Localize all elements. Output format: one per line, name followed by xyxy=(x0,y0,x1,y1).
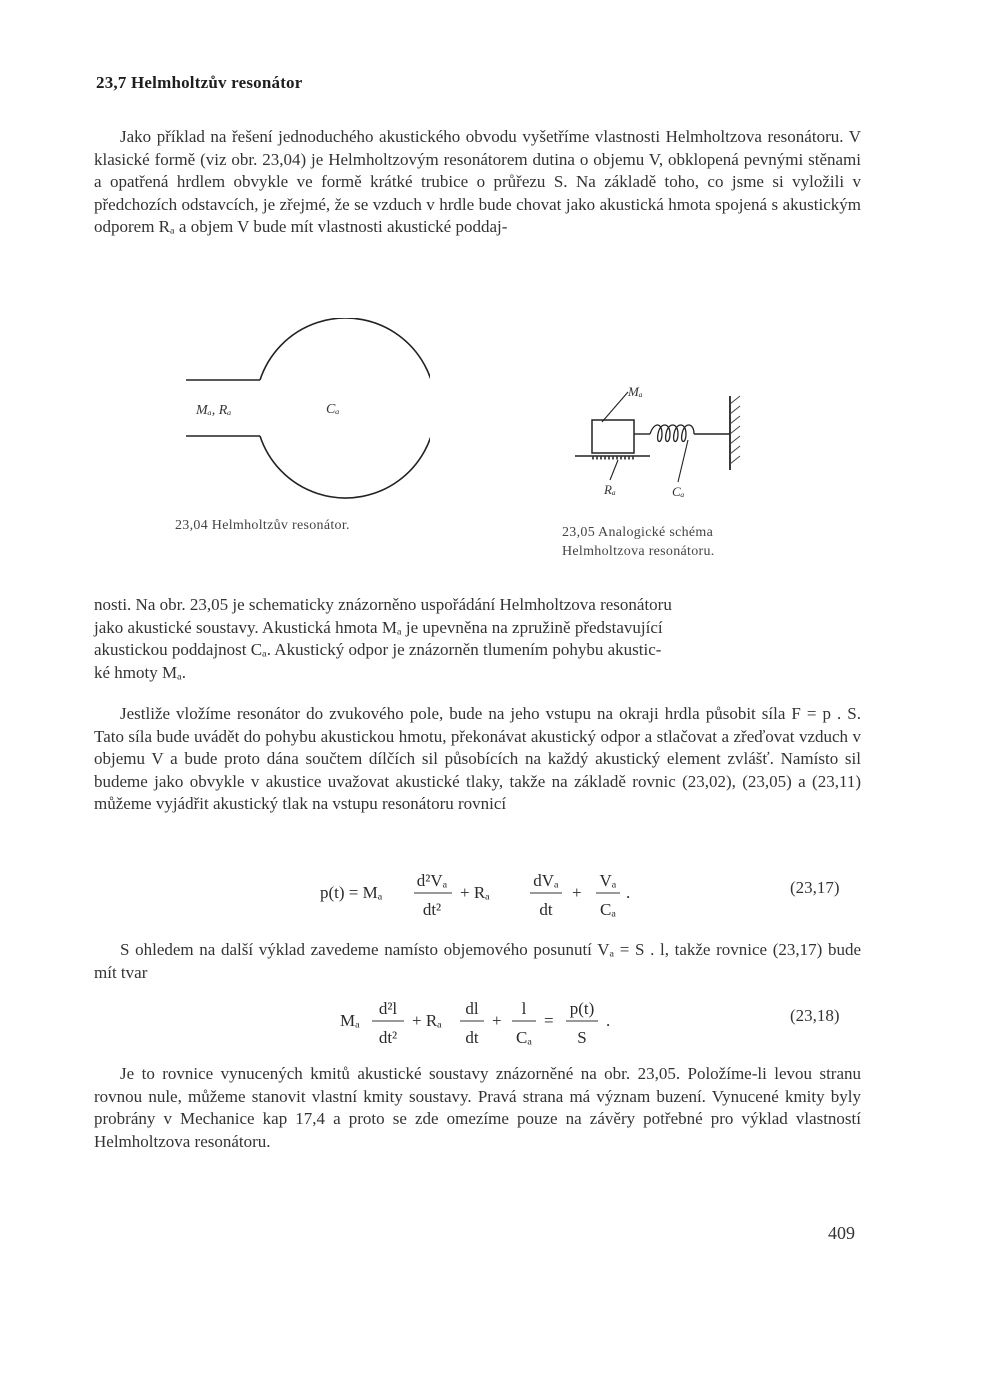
figure-helmholtz-resonator xyxy=(180,318,430,503)
figure2-caption-line2: Helmholtzova resonátoru. xyxy=(562,544,715,559)
paragraph-intro: Jako příklad na řešení jednoduchého akustického obvodu vyšetříme vlastnosti Helmholtzova resonátoru. V klasické formě (viz obr. 23,04) je Helmholtzovým resonátorem dutina o objemu V, obklopená pevnými stěnami a opatřená hrdlem obvykle ve formě krátké trubice o průřezu S. Na základě toho, co jsme si vyložili v předchozích odstavcích, je zřejmé, že se vzduch v hrdle bude chovat jako akustická hmota spojená s akustickým odporem Rₐ a objem V bude mít vlastnosti akustické poddaj- xyxy=(94,127,861,236)
neck-label: Mₐ, Rₐ xyxy=(196,403,232,418)
paragraph-substitution: S ohledem na další výklad zavedeme namísto objemového posunutí Vₐ = S . l, takže rovnice (23,17) bude mít tvar xyxy=(94,940,861,982)
eq2-frac1-num: d²l xyxy=(378,999,398,1018)
eq2-frac3-den: Cₐ xyxy=(516,1028,532,1047)
equation-23-18 xyxy=(330,990,630,1052)
eq1-plus2: + xyxy=(572,883,582,902)
text-line: nosti. Na obr. 23,05 je schematicky znázorněno uspořádání Helmholtzova resonátoru xyxy=(94,595,672,614)
page-number: 409 xyxy=(828,1223,855,1243)
eq1-lhs: p(t) = Mₐ xyxy=(320,883,383,902)
eq1-plus1: + Rₐ xyxy=(460,883,490,902)
eq2-frac4-den: S xyxy=(577,1028,587,1047)
eq2-plus2: + xyxy=(492,1011,502,1030)
spring xyxy=(650,425,694,442)
figure2-caption-line1: 23,05 Analogické schéma xyxy=(562,525,714,540)
section-heading: 23,7 Helmholtzův resonátor xyxy=(96,73,303,92)
paragraph-conclusion: Je to rovnice vynucených kmitů akustické soustavy znázorněné na obr. 23,05. Položíme-li levou stranu rovnou nule, můžeme stanovit vlastní kmity soustavy. Pravá strana má význam buzení. Vynucené kmity byly probrány v Mechanice kap 17,4 a proto se zde omezíme pouze na závěry potřebné pro výklad vlastností Helmholtzova resonátoru. xyxy=(94,1064,861,1151)
eq1-frac3-num: Vₐ xyxy=(599,871,617,890)
eq1-frac2-den: dt xyxy=(539,900,553,919)
equation-23-17 xyxy=(310,862,650,924)
paragraph-sound-field: Jestliže vložíme resonátor do zvukového pole, bude na jeho vstupu na okraji hrdla působit síla F = p . S. Tato síla bude uvádět do pohybu akustickou hmotu, překonávat akustický odpor a stlačovat a zřeďovat vzduch v objemu V a bude proto dána součtem dílčích sil působících na každý akustický element zvlášť. Namísto sil budeme jako obvykle v akustice uvažovat akustické tlaky, takže na základě rovnic (23,02), (23,05) a (23,11) můžeme vyjádřit akustický tlak na vstupu resonátoru rovnicí xyxy=(94,704,861,813)
figure1-caption: 23,04 Helmholtzův resonátor. xyxy=(175,518,350,533)
eq2-frac1-den: dt² xyxy=(378,1028,398,1047)
eq2-frac4-num: p(t) xyxy=(569,999,595,1018)
eq1-frac1-num: d²Vₐ xyxy=(416,871,448,890)
equation-number-23-18: (23,18) xyxy=(790,1006,840,1025)
mass-block xyxy=(592,420,634,453)
eq2-frac2-den: dt xyxy=(465,1028,479,1047)
eq2-frac3-num: l xyxy=(521,999,527,1018)
eq2-end: . xyxy=(606,1011,611,1030)
spring-label: Cₐ xyxy=(672,484,685,499)
figure2-caption xyxy=(562,523,715,561)
equation-number-23-17: (23,17) xyxy=(790,878,840,897)
eq1-end: . xyxy=(626,883,631,902)
eq1-frac1-den: dt² xyxy=(422,900,442,919)
mass-label: Mₐ xyxy=(628,384,643,399)
text-line: ké hmoty Mₐ. xyxy=(94,662,187,682)
text-line: jako akustické soustavy. Akustická hmota Mₐ je upevněna na zpružině představující xyxy=(94,617,663,637)
eq2-frac2-num: dl xyxy=(465,999,479,1018)
figure-analog-scheme xyxy=(570,378,760,500)
eq1-frac3-den: Cₐ xyxy=(600,900,616,919)
damper-label: Rₐ xyxy=(604,482,616,497)
eq2-plus1: + Rₐ xyxy=(412,1011,442,1030)
cavity-label: Cₐ xyxy=(326,402,340,417)
eq2-lhs: Mₐ xyxy=(340,1011,360,1030)
eq2-equals: = xyxy=(544,1011,554,1030)
paragraph-analog-description xyxy=(94,594,861,684)
text-line: akustickou poddajnost Cₐ. Akustický odpor je znázorněn tlumením pohybu akustic- xyxy=(94,640,662,659)
eq1-frac2-num: dVₐ xyxy=(533,871,559,890)
